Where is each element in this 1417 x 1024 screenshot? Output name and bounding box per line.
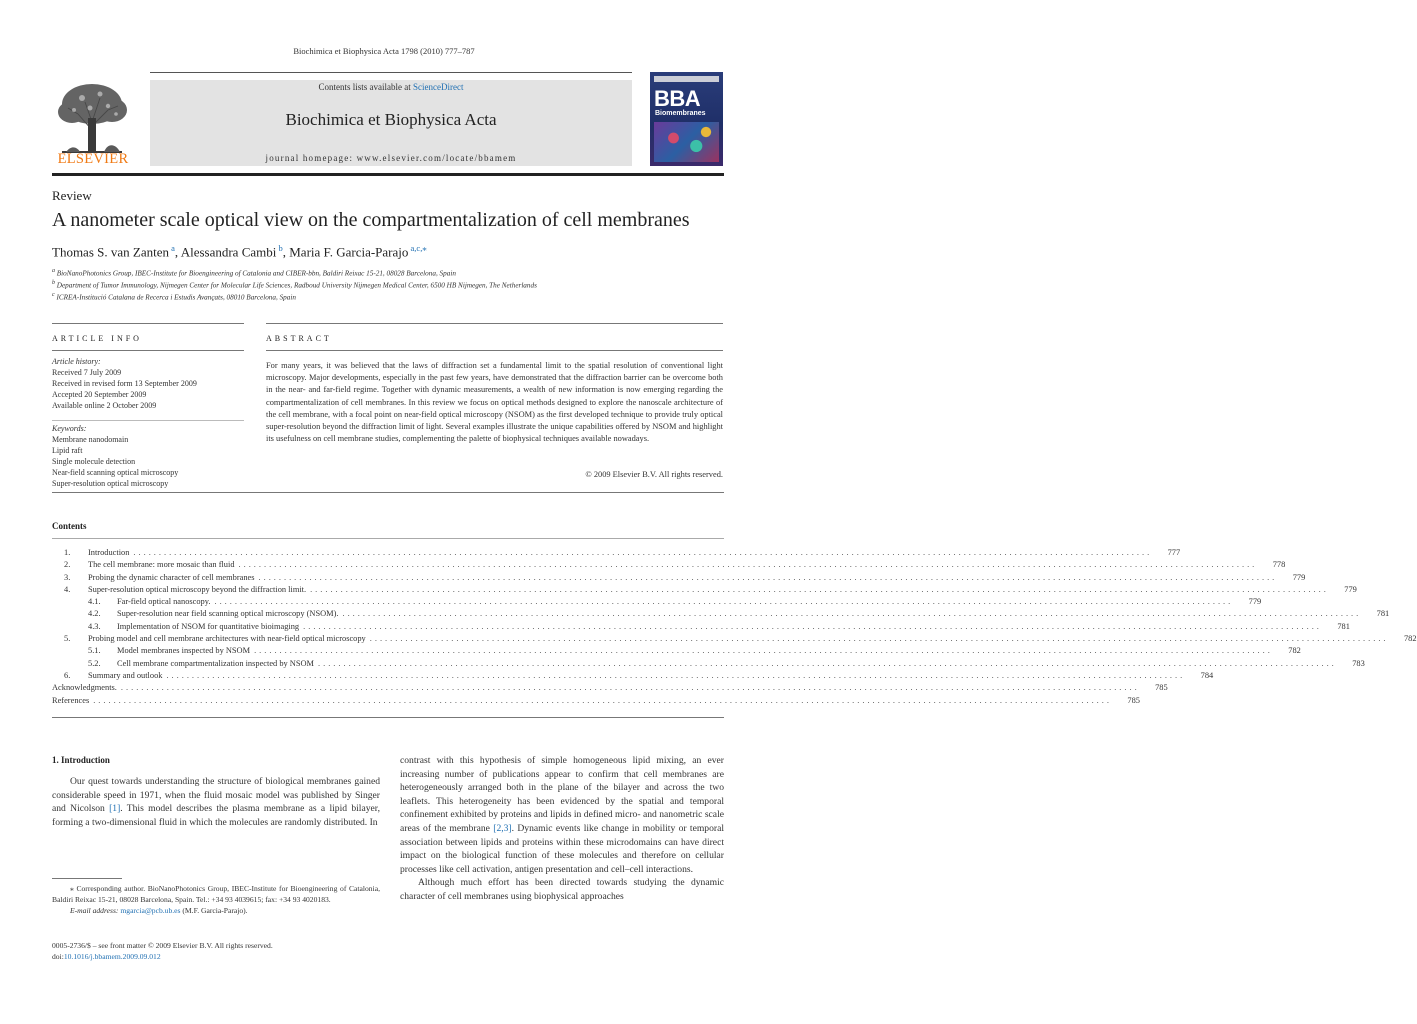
email-suffix: (M.F. Garcia-Parajo).	[180, 906, 248, 915]
author-separator: ,	[174, 244, 181, 260]
toc-entry[interactable]	[52, 572, 1306, 585]
toc-label: Probing model and cell membrane architectures with near-field optical microscopy	[88, 634, 366, 644]
history-online: Available online 2 October 2009	[52, 400, 157, 410]
doi-label: doi:	[52, 952, 64, 961]
contents-available-text: Contents lists available at	[318, 82, 413, 92]
toc-leader-dots: ........................................................................................................................................................................................................	[254, 646, 1273, 656]
author-affiliation-marker[interactable]: a	[168, 243, 175, 253]
toc-leader-dots: ........................................................................................................................................................................................................	[166, 670, 1186, 680]
intro-right-paragraph	[400, 754, 724, 876]
toc-entry[interactable]	[52, 621, 1350, 634]
doi-line	[52, 951, 273, 962]
affiliation-c: $^c$ ICREA-Institució Catalana de Recerca i Estudis Avançats, 08010 Barcelona, Spain	[52, 292, 296, 302]
toc-entry[interactable]	[52, 609, 1390, 621]
abstract-divider	[266, 350, 723, 351]
sciencedirect-link[interactable]: ScienceDirect	[413, 82, 464, 92]
keyword-item: Membrane nanodomain	[52, 434, 129, 444]
email-link[interactable]: mgarcia@pcb.ub.es	[120, 906, 181, 915]
intro-left-paragraph	[52, 775, 380, 829]
toc-entry[interactable]	[52, 695, 1140, 708]
toc-number: 5.2.	[88, 658, 101, 668]
toc-entry[interactable]	[52, 646, 1301, 658]
email-label: E-mail address:	[70, 906, 119, 915]
toc-entry[interactable]	[52, 683, 1168, 695]
citation-link[interactable]: [2,3]	[493, 822, 512, 834]
toc-page-number: 785	[1127, 695, 1140, 705]
toc-leader-dots: ........................................................................................................................................................................................................	[342, 609, 1362, 619]
cover-title: BBA	[654, 86, 701, 111]
toc-entry[interactable]	[52, 634, 1417, 646]
author-list	[52, 243, 427, 260]
section-heading-introduction: 1. Introduction	[52, 755, 110, 765]
history-label: Article history:	[52, 357, 101, 366]
toc-label: The cell membrane: more mosaic than fluid	[88, 560, 235, 570]
toc-entry[interactable]	[52, 658, 1365, 671]
intro-left-text-b: . This model describes the plasma membrane as a lipid bilayer, forming a two-dimensional fluid in which the molecules are randomly distributed. In	[52, 803, 380, 828]
toc-page-number: 781	[1337, 621, 1350, 631]
toc-page-number: 779	[1344, 584, 1357, 594]
toc-label: Super-resolution near field scanning optical microscopy (NSOM).	[117, 609, 339, 619]
toc-label: Probing the dynamic character of cell membranes	[88, 572, 255, 582]
history-received: Received 7 July 2009	[52, 367, 122, 377]
article-info-divider	[52, 350, 244, 351]
table-of-contents	[52, 548, 1417, 708]
toc-page-number: 783	[1352, 658, 1365, 668]
toc-entry[interactable]	[52, 670, 1214, 683]
keywords-divider	[52, 420, 244, 421]
toc-leader-dots: ........................................................................................................................................................................................................	[318, 658, 1337, 668]
footnote-email-line	[52, 905, 380, 916]
toc-number: 2.	[64, 560, 71, 570]
article-history	[52, 357, 252, 412]
toc-label: Acknowledgments.	[52, 683, 117, 693]
citation-link[interactable]: [1]	[109, 803, 121, 815]
toc-number: 4.1.	[88, 597, 101, 607]
abstract-bottom-rule	[52, 492, 724, 493]
toc-label: Summary and outlook	[88, 670, 163, 680]
author-name[interactable]: Thomas S. van Zanten	[52, 244, 169, 260]
toc-leader-dots: ........................................................................................................................................................................................................	[238, 560, 1258, 570]
doi-link[interactable]: 10.1016/j.bbamem.2009.09.012	[63, 952, 161, 961]
footnote-text: ⁎ Corresponding author. BioNanoPhotonics Group, IBEC-Institute for Bioengineering of Catalonia, Baldiri Reixac 15-21, 08028 Barcelona, Spain. Tel.: +34 93 4039615; fax: +34 93 4020183.	[52, 884, 380, 904]
journal-homepage[interactable]: journal homepage: www.elsevier.com/locate/bbamem	[265, 153, 517, 163]
toc-leader-dots: ........................................................................................................................................................................................................	[120, 683, 1140, 693]
keyword-item: Super-resolution optical microscopy	[52, 478, 169, 488]
toc-label: Super-resolution optical microscopy beyond the diffraction limit.	[88, 584, 307, 594]
abstract-heading: ABSTRACT	[266, 334, 332, 343]
toc-label: Cell membrane compartmentalization inspected by NSOM	[117, 658, 314, 668]
keyword-item: Lipid raft	[52, 445, 83, 455]
cover-artwork	[654, 122, 719, 162]
affiliation-a: $^a$ BioNanoPhotonics Group, IBEC-Institute for Bioengineering of Catalonia and CIBER-bbn, Baldiri Reixac 15-21, 08028 Barcelona, Spain	[52, 268, 456, 278]
article-type: Review	[52, 188, 92, 203]
article-info-heading: ARTICLE INFO	[52, 334, 142, 343]
toc-leader-dots: ........................................................................................................................................................................................................	[258, 572, 1278, 582]
toc-page-number: 781	[1376, 609, 1390, 619]
cover-subtitle: Biomembranes	[655, 110, 706, 117]
issn-line: 0005-2736/$ – see front matter © 2009 Elsevier B.V. All rights reserved.	[52, 941, 273, 950]
toc-number: 6.	[64, 670, 71, 680]
toc-number: 4.3.	[88, 621, 101, 631]
toc-leader-dots: ........................................................................................................................................................................................................	[369, 634, 1389, 644]
header-top-rule	[150, 72, 632, 73]
toc-entry[interactable]	[52, 560, 1286, 572]
toc-page-number: 785	[1155, 683, 1168, 693]
author-affiliation-marker[interactable]: b	[276, 243, 283, 253]
journal-cover-image	[650, 72, 723, 166]
toc-leader-dots: ........................................................................................................................................................................................................	[93, 695, 1112, 705]
cover-top-strip	[654, 76, 719, 82]
toc-label: Implementation of NSOM for quantitative bioimaging	[117, 621, 300, 631]
footnote-rule	[52, 878, 122, 879]
intro-right-text-b: . Dynamic events like change in mobility or temporal association between lipids and proteins within these microdomains can have direct impact on the biological function of these molecules and therefore on cellular processes like cell activation, antigen presentation and cell–cell interactions.	[400, 822, 724, 875]
keyword-item: Single molecule detection	[52, 456, 136, 466]
toc-leader-dots: ........................................................................................................................................................................................................	[310, 584, 1329, 594]
toc-page-number: 784	[1200, 670, 1214, 680]
toc-number: 3.	[64, 572, 71, 582]
toc-number: 5.	[64, 634, 71, 644]
toc-label: Far-field optical nanoscopy.	[117, 597, 211, 607]
contents-heading: Contents	[52, 521, 87, 531]
keywords-label: Keywords:	[52, 424, 87, 433]
toc-page-number: 782	[1403, 634, 1417, 644]
contents-available-line	[150, 82, 632, 92]
journal-reference: Biochimica et Biophysica Acta 1798 (2010) 777–787	[293, 46, 475, 56]
contents-divider	[52, 538, 724, 539]
corresponding-author-footnote	[52, 883, 380, 916]
toc-number: 4.2.	[88, 609, 101, 619]
toc-leader-dots: ........................................................................................................................................................................................................	[133, 548, 1153, 557]
author-name[interactable]: Alessandra Cambi	[180, 244, 277, 260]
journal-title: Biochimica et Biophysica Acta	[285, 110, 497, 129]
toc-number: 5.1.	[88, 646, 101, 656]
keyword-item: Near-field scanning optical microscopy	[52, 467, 179, 477]
intro-right-column	[400, 754, 724, 904]
author-separator: ,	[282, 244, 290, 260]
author-affiliation-marker[interactable]: a,c,⁎	[408, 243, 427, 253]
intro-right-text-a: contrast with this hypothesis of simple homogeneous lipid mixing, an ever increasing number of publications appear to confirm that cell membranes are heterogeneously arranged both in the plane of the bilayer and across the two leaflets. This heterogeneity has been evidenced by the spatial and temporal confinement exhibited by proteins and lipids in defined micro- and nanometric scale areas of the membrane	[400, 755, 724, 834]
toc-page-number: 779	[1248, 597, 1262, 607]
toc-number: 1.	[64, 548, 71, 557]
history-accepted: Accepted 20 September 2009	[52, 389, 147, 399]
abstract-copyright: © 2009 Elsevier B.V. All rights reserved.	[585, 470, 723, 479]
abstract-top-rule	[266, 323, 723, 324]
intro-left-text-a: Our quest towards understanding the structure of biological membranes gained considerable speed in 1971, when the fluid mosaic model was published by Singer and Nicolson	[52, 776, 380, 815]
toc-page-number: 778	[1272, 560, 1286, 570]
contents-bottom-rule	[52, 717, 724, 718]
toc-leader-dots: ........................................................................................................................................................................................................	[214, 597, 1234, 607]
history-revised: Received in revised form 13 September 2009	[52, 378, 197, 388]
toc-page-number: 782	[1288, 646, 1301, 656]
bottom-meta	[52, 940, 273, 962]
toc-number: 4.	[64, 584, 71, 594]
affiliation-b: $^b$ Department of Tumor Immunology, Nijmegen Center for Molecular Life Sciences, Radboud University Nijmegen Medical Center, 6500 HB Nijmegen, The Netherlands	[52, 280, 537, 290]
toc-label: References	[52, 695, 90, 705]
author-name[interactable]: Maria F. Garcia-Parajo	[289, 244, 409, 260]
article-info-top-rule	[52, 323, 244, 324]
toc-page-number: 779	[1292, 572, 1306, 582]
toc-label: Model membranes inspected by NSOM	[117, 646, 251, 656]
intro-right-paragraph-2: Although much effort has been directed towards studying the dynamic character of cell membranes using biophysical approaches	[400, 877, 724, 902]
toc-entry[interactable]	[52, 597, 1262, 609]
header-bottom-rule	[52, 173, 724, 176]
toc-entry[interactable]	[52, 548, 1181, 560]
abstract-text: For many years, it was believed that the laws of diffraction set a fundamental limit to the spatial resolution of conventional light microscopy. Major developments, especially in the past few years, have demonstrated that the diffraction barrier can be overcome both in the near- and far-field regime. Together with dynamic measurements, a wealth of new information is now emerging regarding the compartmentalization of cell membranes. In this review we focus on optical methods designed to explore the nanoscale architecture of the cell membrane, with a focal point on near-field optical microscopy (NSOM) as the first developed technique to provide truly optical super-resolution beyond the diffraction limit of light. Several examples illustrate the unique capabilities offered by NSOM and highlight its usefulness on cell membrane studies, complementing the palette of biophysical techniques available nowadays.	[266, 361, 723, 444]
article-title: A nanometer scale optical view on the compartmentalization of cell membranes	[52, 209, 690, 231]
toc-entry[interactable]	[52, 584, 1357, 597]
elsevier-wordmark: ELSEVIER	[57, 151, 129, 167]
keywords-block	[52, 424, 252, 489]
toc-page-number: 777	[1167, 548, 1181, 557]
toc-label: Introduction	[88, 548, 130, 557]
toc-leader-dots: ........................................................................................................................................................................................................	[303, 621, 1322, 631]
